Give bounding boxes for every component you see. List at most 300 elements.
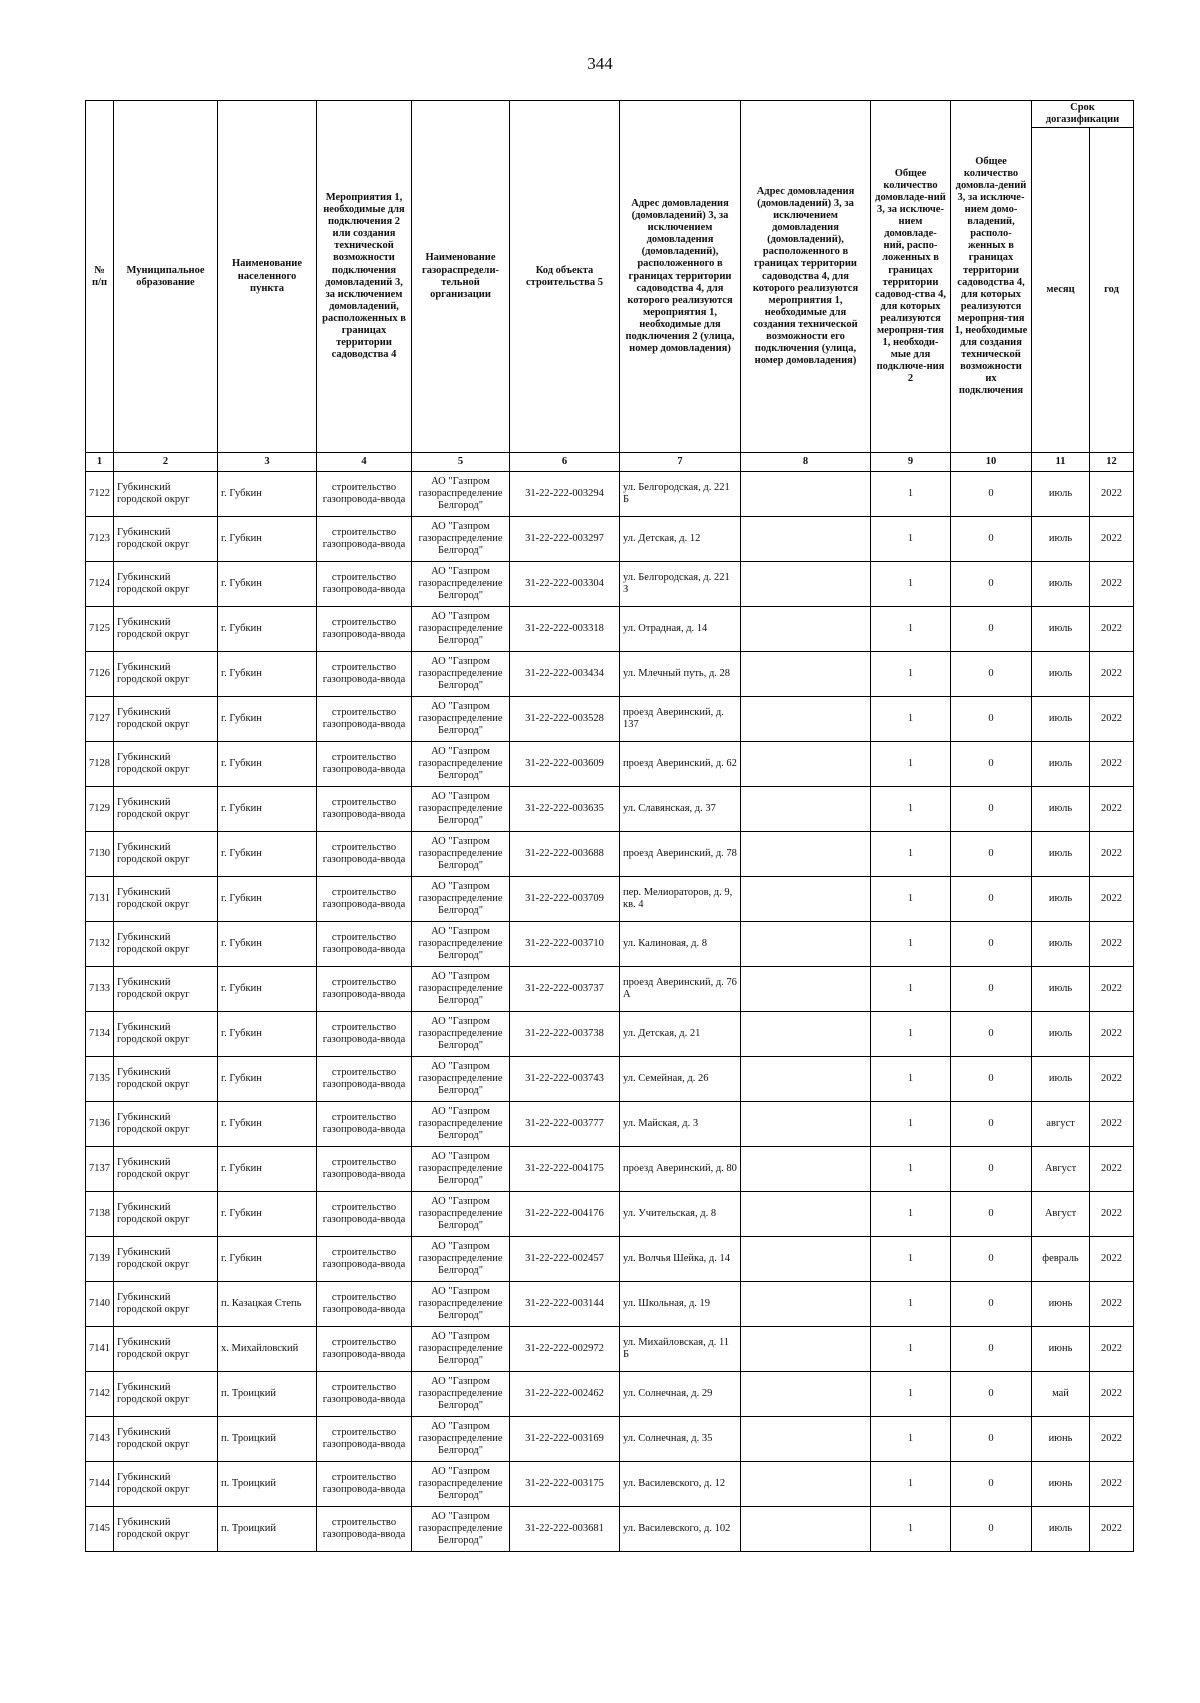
activity-cell: строительство газопровода-ввода — [317, 1282, 412, 1327]
column-number: 10 — [951, 453, 1032, 472]
year-cell: 2022 — [1090, 1462, 1134, 1507]
table-row — [86, 1192, 1134, 1237]
header-col-6: Код объекта строительства 5 — [510, 101, 620, 453]
month-cell: Август — [1032, 1192, 1090, 1237]
municipality-cell: Губкинский городской округ — [114, 1192, 218, 1237]
address-capacity-cell — [741, 1327, 871, 1372]
year-cell: 2022 — [1090, 1057, 1134, 1102]
year-cell: 2022 — [1090, 517, 1134, 562]
month-cell: Август — [1032, 1147, 1090, 1192]
address-cell: ул. Михайловская, д. 11 Б — [620, 1327, 741, 1372]
organization-cell: АО "Газпром газораспределение Белгород" — [412, 742, 510, 787]
address-cell: ул. Учительская, д. 8 — [620, 1192, 741, 1237]
address-cell: ул. Василевского, д. 12 — [620, 1462, 741, 1507]
address-cell: ул. Белгородская, д. 221 Б — [620, 472, 741, 517]
object-code-cell: 31-22-222-003609 — [510, 742, 620, 787]
connection-count-cell: 1 — [871, 1507, 951, 1552]
year-cell: 2022 — [1090, 1507, 1134, 1552]
year-cell: 2022 — [1090, 1327, 1134, 1372]
activity-cell: строительство газопровода-ввода — [317, 652, 412, 697]
settlement-cell: г. Губкин — [218, 832, 317, 877]
connection-count-cell: 1 — [871, 697, 951, 742]
capacity-count-cell: 0 — [951, 1102, 1032, 1147]
organization-cell: АО "Газпром газораспределение Белгород" — [412, 1192, 510, 1237]
capacity-count-cell: 0 — [951, 922, 1032, 967]
object-code-cell: 31-22-222-003528 — [510, 697, 620, 742]
capacity-count-cell: 0 — [951, 607, 1032, 652]
row-number: 7125 — [86, 607, 114, 652]
gasification-table — [85, 100, 1134, 1552]
address-capacity-cell — [741, 742, 871, 787]
object-code-cell: 31-22-222-002457 — [510, 1237, 620, 1282]
municipality-cell: Губкинский городской округ — [114, 1012, 218, 1057]
capacity-count-cell: 0 — [951, 1372, 1032, 1417]
address-capacity-cell — [741, 877, 871, 922]
connection-count-cell: 1 — [871, 1282, 951, 1327]
table-row — [86, 517, 1134, 562]
row-number: 7130 — [86, 832, 114, 877]
month-cell: май — [1032, 1372, 1090, 1417]
municipality-cell: Губкинский городской округ — [114, 1147, 218, 1192]
settlement-cell: г. Губкин — [218, 697, 317, 742]
address-capacity-cell — [741, 1192, 871, 1237]
row-number: 7139 — [86, 1237, 114, 1282]
connection-count-cell: 1 — [871, 1417, 951, 1462]
settlement-cell: г. Губкин — [218, 967, 317, 1012]
object-code-cell: 31-22-222-003297 — [510, 517, 620, 562]
header-col-11: месяц — [1032, 128, 1090, 453]
column-number: 3 — [218, 453, 317, 472]
connection-count-cell: 1 — [871, 877, 951, 922]
month-cell: февраль — [1032, 1237, 1090, 1282]
organization-cell: АО "Газпром газораспределение Белгород" — [412, 1327, 510, 1372]
row-number: 7126 — [86, 652, 114, 697]
month-cell: июль — [1032, 967, 1090, 1012]
capacity-count-cell: 0 — [951, 652, 1032, 697]
table-row — [86, 1372, 1134, 1417]
organization-cell: АО "Газпром газораспределение Белгород" — [412, 1507, 510, 1552]
object-code-cell: 31-22-222-003304 — [510, 562, 620, 607]
activity-cell: строительство газопровода-ввода — [317, 787, 412, 832]
year-cell: 2022 — [1090, 652, 1134, 697]
object-code-cell: 31-22-222-004176 — [510, 1192, 620, 1237]
connection-count-cell: 1 — [871, 742, 951, 787]
header-col-9: Общее количество домовладе-ний 3, за исключе-нием домовладе-ний, распо-ложенных в границах территории садовод-ства 4, для которых реализуются меропрня-тия 1, необходи-мые для подключе-ния 2 — [871, 101, 951, 453]
capacity-count-cell: 0 — [951, 1282, 1032, 1327]
activity-cell: строительство газопровода-ввода — [317, 742, 412, 787]
organization-cell: АО "Газпром газораспределение Белгород" — [412, 562, 510, 607]
row-number: 7135 — [86, 1057, 114, 1102]
address-capacity-cell — [741, 1372, 871, 1417]
organization-cell: АО "Газпром газораспределение Белгород" — [412, 1282, 510, 1327]
address-capacity-cell — [741, 1282, 871, 1327]
connection-count-cell: 1 — [871, 1102, 951, 1147]
organization-cell: АО "Газпром газораспределение Белгород" — [412, 472, 510, 517]
address-cell: проезд Аверинский, д. 76 А — [620, 967, 741, 1012]
organization-cell: АО "Газпром газораспределение Белгород" — [412, 922, 510, 967]
capacity-count-cell: 0 — [951, 517, 1032, 562]
address-cell: ул. Детская, д. 21 — [620, 1012, 741, 1057]
capacity-count-cell: 0 — [951, 742, 1032, 787]
table-row — [86, 562, 1134, 607]
year-cell: 2022 — [1090, 742, 1134, 787]
activity-cell: строительство газопровода-ввода — [317, 1417, 412, 1462]
municipality-cell: Губкинский городской округ — [114, 562, 218, 607]
activity-cell: строительство газопровода-ввода — [317, 1147, 412, 1192]
year-cell: 2022 — [1090, 832, 1134, 877]
address-cell: ул. Калиновая, д. 8 — [620, 922, 741, 967]
year-cell: 2022 — [1090, 1417, 1134, 1462]
connection-count-cell: 1 — [871, 1012, 951, 1057]
header-col-12: год — [1090, 128, 1134, 453]
address-capacity-cell — [741, 1147, 871, 1192]
object-code-cell: 31-22-222-003294 — [510, 472, 620, 517]
column-number: 9 — [871, 453, 951, 472]
year-cell: 2022 — [1090, 1192, 1134, 1237]
municipality-cell: Губкинский городской округ — [114, 1057, 218, 1102]
column-number: 1 — [86, 453, 114, 472]
connection-count-cell: 1 — [871, 652, 951, 697]
table-row — [86, 1417, 1134, 1462]
row-number: 7132 — [86, 922, 114, 967]
table-row — [86, 1327, 1134, 1372]
year-cell: 2022 — [1090, 922, 1134, 967]
table-row — [86, 1237, 1134, 1282]
organization-cell: АО "Газпром газораспределение Белгород" — [412, 697, 510, 742]
organization-cell: АО "Газпром газораспределение Белгород" — [412, 607, 510, 652]
month-cell: июль — [1032, 1507, 1090, 1552]
header-col-4: Мероприятия 1, необходимые для подключения 2 или создания технической возможности подключения домовладений 3, за исключением домовладений, расположенных в границах территории садоводства 4 — [317, 101, 412, 453]
table-body — [86, 472, 1134, 1552]
activity-cell: строительство газопровода-ввода — [317, 967, 412, 1012]
organization-cell: АО "Газпром газораспределение Белгород" — [412, 1462, 510, 1507]
activity-cell: строительство газопровода-ввода — [317, 607, 412, 652]
municipality-cell: Губкинский городской округ — [114, 1372, 218, 1417]
address-cell: ул. Млечный путь, д. 28 — [620, 652, 741, 697]
connection-count-cell: 1 — [871, 787, 951, 832]
month-cell: июль — [1032, 1012, 1090, 1057]
municipality-cell: Губкинский городской округ — [114, 742, 218, 787]
row-number: 7127 — [86, 697, 114, 742]
table-row — [86, 1462, 1134, 1507]
municipality-cell: Губкинский городской округ — [114, 922, 218, 967]
address-capacity-cell — [741, 1012, 871, 1057]
year-cell: 2022 — [1090, 1372, 1134, 1417]
capacity-count-cell: 0 — [951, 1012, 1032, 1057]
row-number: 7134 — [86, 1012, 114, 1057]
activity-cell: строительство газопровода-ввода — [317, 562, 412, 607]
settlement-cell: п. Троицкий — [218, 1372, 317, 1417]
year-cell: 2022 — [1090, 1012, 1134, 1057]
municipality-cell: Губкинский городской округ — [114, 967, 218, 1012]
connection-count-cell: 1 — [871, 1147, 951, 1192]
activity-cell: строительство газопровода-ввода — [317, 1327, 412, 1372]
table-row — [86, 697, 1134, 742]
settlement-cell: г. Губкин — [218, 517, 317, 562]
municipality-cell: Губкинский городской округ — [114, 652, 218, 697]
capacity-count-cell: 0 — [951, 1237, 1032, 1282]
header-row — [86, 101, 1134, 128]
row-number: 7131 — [86, 877, 114, 922]
year-cell: 2022 — [1090, 967, 1134, 1012]
settlement-cell: г. Губкин — [218, 1192, 317, 1237]
capacity-count-cell: 0 — [951, 1057, 1032, 1102]
address-capacity-cell — [741, 1507, 871, 1552]
organization-cell: АО "Газпром газораспределение Белгород" — [412, 1372, 510, 1417]
activity-cell: строительство газопровода-ввода — [317, 1192, 412, 1237]
capacity-count-cell: 0 — [951, 472, 1032, 517]
address-capacity-cell — [741, 652, 871, 697]
header-col-8: Адрес домовладения (домовладений) 3, за исключением домовладения (домовладений), расположенного в границах территории садоводства 4, для которого реализуются мероприятия 1, необходимые для создания технической возможности его подключения (улица, номер домовладения) — [741, 101, 871, 453]
address-cell: ул. Семейная, д. 26 — [620, 1057, 741, 1102]
row-number: 7122 — [86, 472, 114, 517]
activity-cell: строительство газопровода-ввода — [317, 1372, 412, 1417]
year-cell: 2022 — [1090, 1282, 1134, 1327]
year-cell: 2022 — [1090, 1102, 1134, 1147]
activity-cell: строительство газопровода-ввода — [317, 1507, 412, 1552]
month-cell: июль — [1032, 787, 1090, 832]
capacity-count-cell: 0 — [951, 562, 1032, 607]
activity-cell: строительство газопровода-ввода — [317, 1057, 412, 1102]
column-number: 8 — [741, 453, 871, 472]
header-col-5: Наименование газораспредели-тельной организации — [412, 101, 510, 453]
row-number: 7142 — [86, 1372, 114, 1417]
year-cell: 2022 — [1090, 1237, 1134, 1282]
settlement-cell: г. Губкин — [218, 1147, 317, 1192]
address-cell: ул. Солнечная, д. 29 — [620, 1372, 741, 1417]
row-number: 7124 — [86, 562, 114, 607]
row-number: 7138 — [86, 1192, 114, 1237]
month-cell: июнь — [1032, 1282, 1090, 1327]
activity-cell: строительство газопровода-ввода — [317, 832, 412, 877]
organization-cell: АО "Газпром газораспределение Белгород" — [412, 967, 510, 1012]
municipality-cell: Губкинский городской округ — [114, 607, 218, 652]
capacity-count-cell: 0 — [951, 1192, 1032, 1237]
municipality-cell: Губкинский городской округ — [114, 472, 218, 517]
organization-cell: АО "Газпром газораспределение Белгород" — [412, 787, 510, 832]
settlement-cell: г. Губкин — [218, 1237, 317, 1282]
column-number: 7 — [620, 453, 741, 472]
municipality-cell: Губкинский городской округ — [114, 1237, 218, 1282]
address-capacity-cell — [741, 517, 871, 562]
year-cell: 2022 — [1090, 877, 1134, 922]
object-code-cell: 31-22-222-003169 — [510, 1417, 620, 1462]
table-row — [86, 922, 1134, 967]
header-col-7: Адрес домовладения (домовладений) 3, за исключением домовладения (домовладений), расположенного в границах территории садоводства 4, для которого реализуются мероприятия 1, необходимые для подключения 2 (улица, номер домовладения) — [620, 101, 741, 453]
settlement-cell: г. Губкин — [218, 1102, 317, 1147]
table-row — [86, 787, 1134, 832]
row-number: 7129 — [86, 787, 114, 832]
year-cell: 2022 — [1090, 787, 1134, 832]
connection-count-cell: 1 — [871, 562, 951, 607]
address-cell: проезд Аверинский, д. 80 — [620, 1147, 741, 1192]
activity-cell: строительство газопровода-ввода — [317, 1237, 412, 1282]
row-number: 7144 — [86, 1462, 114, 1507]
table-row — [86, 652, 1134, 697]
column-number-row — [86, 453, 1134, 472]
activity-cell: строительство газопровода-ввода — [317, 697, 412, 742]
organization-cell: АО "Газпром газораспределение Белгород" — [412, 652, 510, 697]
address-capacity-cell — [741, 787, 871, 832]
activity-cell: строительство газопровода-ввода — [317, 517, 412, 562]
table-row — [86, 1282, 1134, 1327]
address-cell: пер. Мелиораторов, д. 9, кв. 4 — [620, 877, 741, 922]
connection-count-cell: 1 — [871, 1192, 951, 1237]
capacity-count-cell: 0 — [951, 787, 1032, 832]
row-number: 7140 — [86, 1282, 114, 1327]
object-code-cell: 31-22-222-003635 — [510, 787, 620, 832]
activity-cell: строительство газопровода-ввода — [317, 1462, 412, 1507]
row-number: 7123 — [86, 517, 114, 562]
address-capacity-cell — [741, 607, 871, 652]
row-number: 7137 — [86, 1147, 114, 1192]
row-number: 7136 — [86, 1102, 114, 1147]
month-cell: июль — [1032, 562, 1090, 607]
settlement-cell: г. Губкин — [218, 742, 317, 787]
capacity-count-cell: 0 — [951, 697, 1032, 742]
address-cell: ул. Белгородская, д. 221 З — [620, 562, 741, 607]
address-capacity-cell — [741, 1237, 871, 1282]
settlement-cell: п. Троицкий — [218, 1417, 317, 1462]
header-col-10: Общее количество домовла-дений 3, за исключе-нием домо-владений, располо-женных в границах территории садоводства 4, для которых реализуются меропрня-тия 1, необходимые для создания технической возможности их подключения — [951, 101, 1032, 453]
table-row — [86, 607, 1134, 652]
table-row — [86, 1507, 1134, 1552]
month-cell: июль — [1032, 877, 1090, 922]
table-row — [86, 832, 1134, 877]
organization-cell: АО "Газпром газораспределение Белгород" — [412, 832, 510, 877]
header-group-term: Срок догазификации — [1032, 101, 1134, 128]
table-row — [86, 472, 1134, 517]
settlement-cell: г. Губкин — [218, 877, 317, 922]
object-code-cell: 31-22-222-003777 — [510, 1102, 620, 1147]
settlement-cell: г. Губкин — [218, 787, 317, 832]
capacity-count-cell: 0 — [951, 1147, 1032, 1192]
header-col-1: № п/п — [86, 101, 114, 453]
address-cell: ул. Школьная, д. 19 — [620, 1282, 741, 1327]
connection-count-cell: 1 — [871, 1057, 951, 1102]
year-cell: 2022 — [1090, 1147, 1134, 1192]
capacity-count-cell: 0 — [951, 1507, 1032, 1552]
table-row — [86, 877, 1134, 922]
organization-cell: АО "Газпром газораспределение Белгород" — [412, 1237, 510, 1282]
object-code-cell: 31-22-222-003175 — [510, 1462, 620, 1507]
address-cell: ул. Волчья Шейка, д. 14 — [620, 1237, 741, 1282]
object-code-cell: 31-22-222-002972 — [510, 1327, 620, 1372]
municipality-cell: Губкинский городской округ — [114, 877, 218, 922]
object-code-cell: 31-22-222-003434 — [510, 652, 620, 697]
address-capacity-cell — [741, 832, 871, 877]
object-code-cell: 31-22-222-003318 — [510, 607, 620, 652]
settlement-cell: г. Губкин — [218, 1012, 317, 1057]
address-capacity-cell — [741, 1417, 871, 1462]
settlement-cell: п. Троицкий — [218, 1507, 317, 1552]
capacity-count-cell: 0 — [951, 1327, 1032, 1372]
object-code-cell: 31-22-222-003681 — [510, 1507, 620, 1552]
month-cell: июль — [1032, 607, 1090, 652]
settlement-cell: г. Губкин — [218, 922, 317, 967]
column-number: 4 — [317, 453, 412, 472]
month-cell: июнь — [1032, 1327, 1090, 1372]
row-number: 7133 — [86, 967, 114, 1012]
capacity-count-cell: 0 — [951, 967, 1032, 1012]
connection-count-cell: 1 — [871, 517, 951, 562]
municipality-cell: Губкинский городской округ — [114, 517, 218, 562]
month-cell: июль — [1032, 652, 1090, 697]
month-cell: июль — [1032, 742, 1090, 787]
capacity-count-cell: 0 — [951, 877, 1032, 922]
object-code-cell: 31-22-222-003738 — [510, 1012, 620, 1057]
year-cell: 2022 — [1090, 697, 1134, 742]
address-cell: ул. Солнечная, д. 35 — [620, 1417, 741, 1462]
municipality-cell: Губкинский городской округ — [114, 697, 218, 742]
connection-count-cell: 1 — [871, 922, 951, 967]
address-capacity-cell — [741, 1102, 871, 1147]
column-number: 12 — [1090, 453, 1134, 472]
connection-count-cell: 1 — [871, 967, 951, 1012]
address-capacity-cell — [741, 967, 871, 1012]
table-row — [86, 1012, 1134, 1057]
settlement-cell: п. Троицкий — [218, 1462, 317, 1507]
object-code-cell: 31-22-222-003737 — [510, 967, 620, 1012]
row-number: 7145 — [86, 1507, 114, 1552]
object-code-cell: 31-22-222-003710 — [510, 922, 620, 967]
activity-cell: строительство газопровода-ввода — [317, 472, 412, 517]
object-code-cell: 31-22-222-003743 — [510, 1057, 620, 1102]
organization-cell: АО "Газпром газораспределение Белгород" — [412, 1012, 510, 1057]
year-cell: 2022 — [1090, 472, 1134, 517]
month-cell: июль — [1032, 922, 1090, 967]
settlement-cell: г. Губкин — [218, 562, 317, 607]
month-cell: август — [1032, 1102, 1090, 1147]
address-cell: ул. Славянская, д. 37 — [620, 787, 741, 832]
year-cell: 2022 — [1090, 607, 1134, 652]
column-number: 6 — [510, 453, 620, 472]
address-capacity-cell — [741, 697, 871, 742]
connection-count-cell: 1 — [871, 832, 951, 877]
connection-count-cell: 1 — [871, 1237, 951, 1282]
table-row — [86, 1102, 1134, 1147]
connection-count-cell: 1 — [871, 472, 951, 517]
municipality-cell: Губкинский городской округ — [114, 1417, 218, 1462]
object-code-cell: 31-22-222-004175 — [510, 1147, 620, 1192]
table-row — [86, 742, 1134, 787]
activity-cell: строительство газопровода-ввода — [317, 1102, 412, 1147]
month-cell: июль — [1032, 472, 1090, 517]
column-number: 11 — [1032, 453, 1090, 472]
capacity-count-cell: 0 — [951, 1417, 1032, 1462]
municipality-cell: Губкинский городской округ — [114, 1507, 218, 1552]
municipality-cell: Губкинский городской округ — [114, 832, 218, 877]
address-cell: проезд Аверинский, д. 78 — [620, 832, 741, 877]
capacity-count-cell: 0 — [951, 1462, 1032, 1507]
row-number: 7128 — [86, 742, 114, 787]
object-code-cell: 31-22-222-003144 — [510, 1282, 620, 1327]
connection-count-cell: 1 — [871, 1327, 951, 1372]
organization-cell: АО "Газпром газораспределение Белгород" — [412, 517, 510, 562]
page-number: 344 — [587, 54, 613, 73]
table-row — [86, 967, 1134, 1012]
settlement-cell: г. Губкин — [218, 1057, 317, 1102]
month-cell: июнь — [1032, 1462, 1090, 1507]
connection-count-cell: 1 — [871, 1462, 951, 1507]
month-cell: июнь — [1032, 1417, 1090, 1462]
settlement-cell: г. Губкин — [218, 607, 317, 652]
capacity-count-cell: 0 — [951, 832, 1032, 877]
address-cell: проезд Аверинский, д. 137 — [620, 697, 741, 742]
table-row — [86, 1057, 1134, 1102]
settlement-cell: х. Михайловский — [218, 1327, 317, 1372]
municipality-cell: Губкинский городской округ — [114, 1327, 218, 1372]
